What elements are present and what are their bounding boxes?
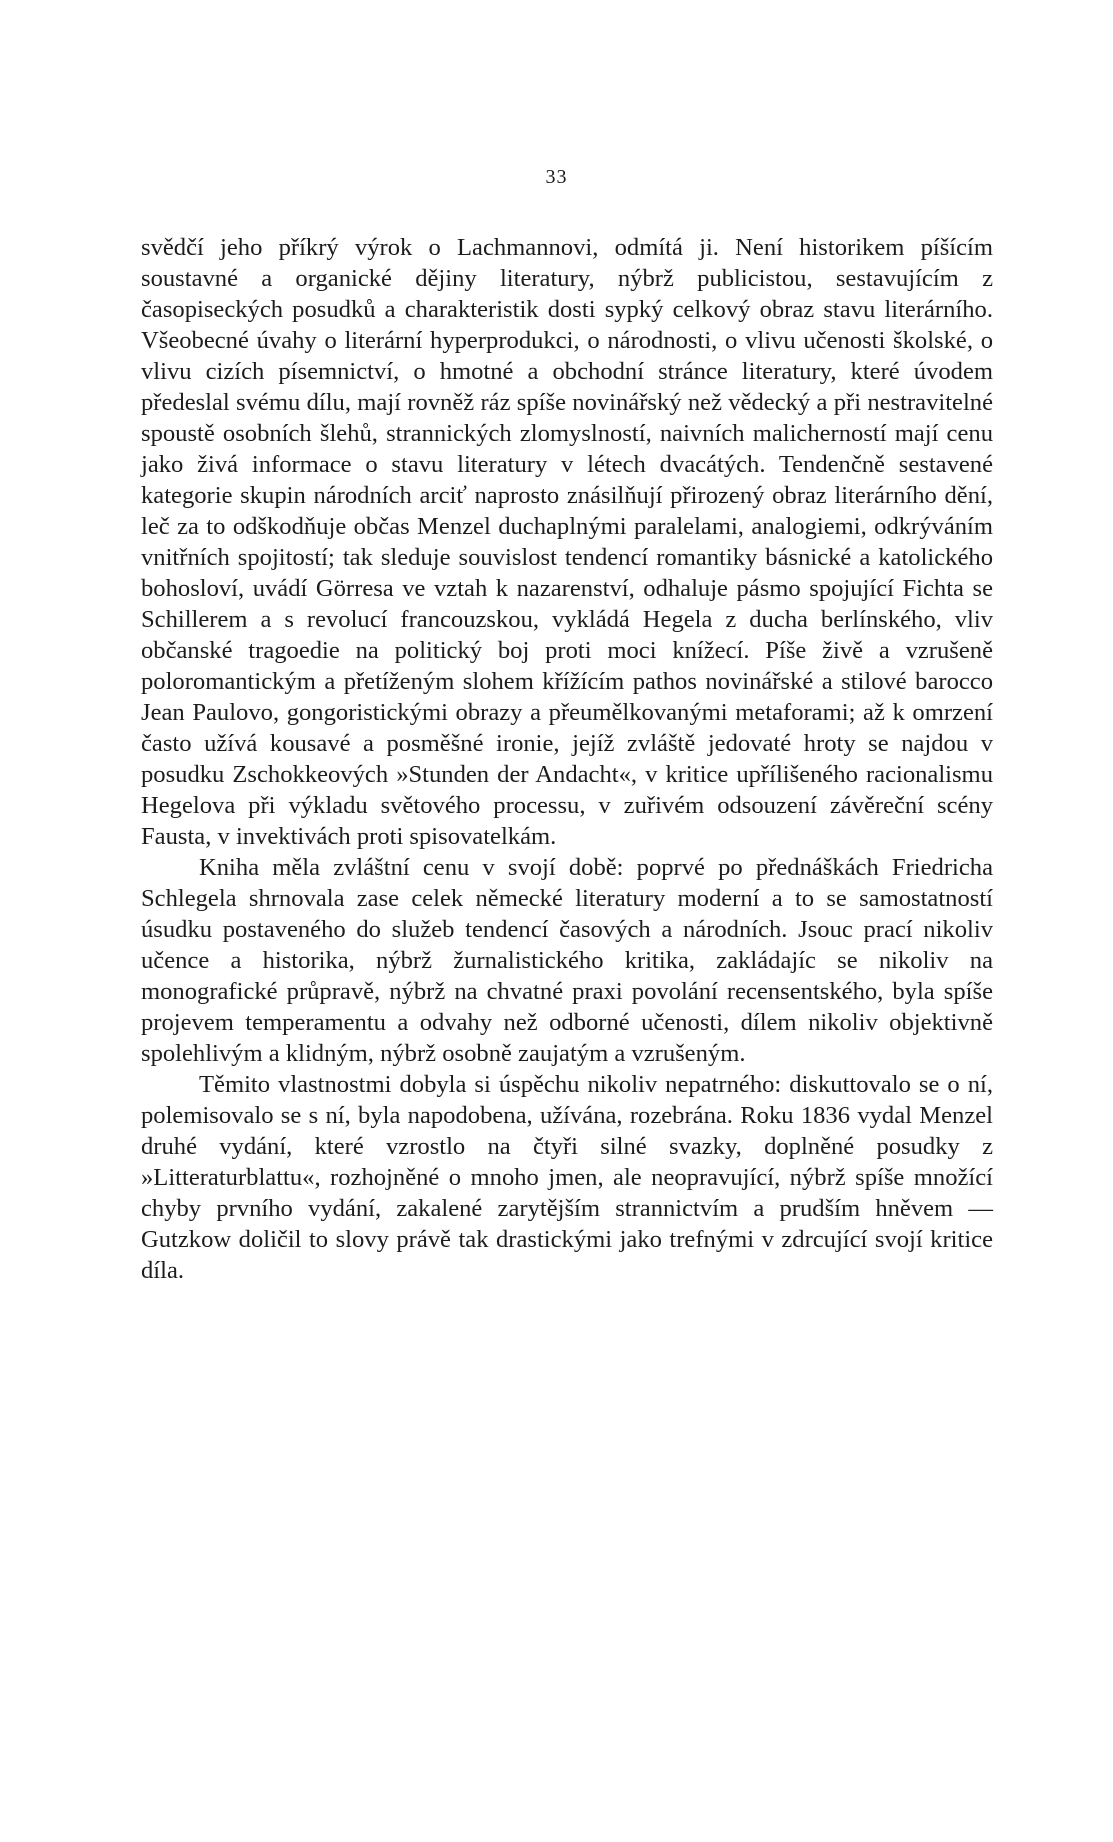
paragraph-reception: Těmito vlastnostmi dobyla si úspěchu nikoliv nepatrného: diskuttovalo se o ní, polemisovalo se s ní, byla napodobena, užívána, rozebrána. Roku 1836 vydal Menzel druhé vydání, které vzrostlo na čtyři silné svazky, doplněné posudky z »Litteraturblattu«, rozhojněné o mnoho jmen, ale neopravující, nýbrž spíše množící chyby prvního vydání, zakalené zarytějším strannictvím a prudším hněvem — Gutzkow doličil to slovy právě tak drastickými jako trefnými v zdrcující svojí kritice díla. [141, 1071, 993, 1284]
body-text [141, 232, 993, 1286]
paragraph-continuation: svědčí jeho příkrý výrok o Lachmannovi, odmítá ji. Není historikem píšícím soustavné a organické dějiny literatury, nýbrž publicistou, sestavujícím z časopiseckých posudků a charakteristik dosti sypký celkový obraz stavu literárního. Všeobecné úvahy o literární hyperprodukci, o národnosti, o vlivu učenosti školské, o vlivu cizích písemnictví, o hmotné a obchodní stránce literatury, které úvodem předeslal svému dílu, mají rovněž ráz spíše novinářský než vědecký a při nestravitelné spoustě osobních šlehů, strannických zlomyslností, naivních malicherností mají cenu jako živá informace o stavu literatury v létech dvacátých. Tendenčně sestavené kategorie skupin národních arciť naprosto znásilňují přirozený obraz literárního dění, leč za to odškodňuje občas Menzel duchaplnými paralelami, analogiemi, odkrýváním vnitřních spojitostí; tak sleduje souvislost tendencí romantiky básnické a katolického bohosloví, uvádí Görresa ve vztah k nazarenství, odhaluje pásmo spojující Fichta se Schillerem a s revolucí francouzskou, vykládá Hegela z ducha berlínského, vliv občanské tragoedie na politický boj proti moci knížecí. Píše živě a vzrušeně poloromantickým a přetíženým slohem křížícím pathos novinářské a stilové barocco Jean Paulovo, gongoristickými obrazy a přeumělkovanými metaforami; až k omrzení často užívá kousavé a posměšné ironie, jejíž zvláště jedovaté hroty se najdou v posudku Zschokkeových »Stunden der Andacht«, v kritice upřílišeného racionalismu Hegelova při výkladu světového processu, v zuřivém odsouzení závěreční scény Fausta, v invektivách proti spisovatelkám. [141, 234, 993, 850]
paragraph-book-value: Kniha měla zvláštní cenu v svojí době: poprvé po přednáškách Friedricha Schlegela shrnovala zase celek německé literatury moderní a to se samostatností úsudku postaveného do služeb tendencí časových a národních. Jsouc prací nikoliv učence a historika, nýbrž žurnalistického kritika, zakládajíc se nikoliv na monografické průpravě, nýbrž na chvatné praxi povolání recensentského, byla spíše projevem temperamentu a odvahy než odborné učenosti, dílem nikoliv objektivně spolehlivým a klidným, nýbrž osobně zaujatým a vzrušeným. [141, 854, 993, 1067]
page-number: 33 [545, 166, 568, 188]
